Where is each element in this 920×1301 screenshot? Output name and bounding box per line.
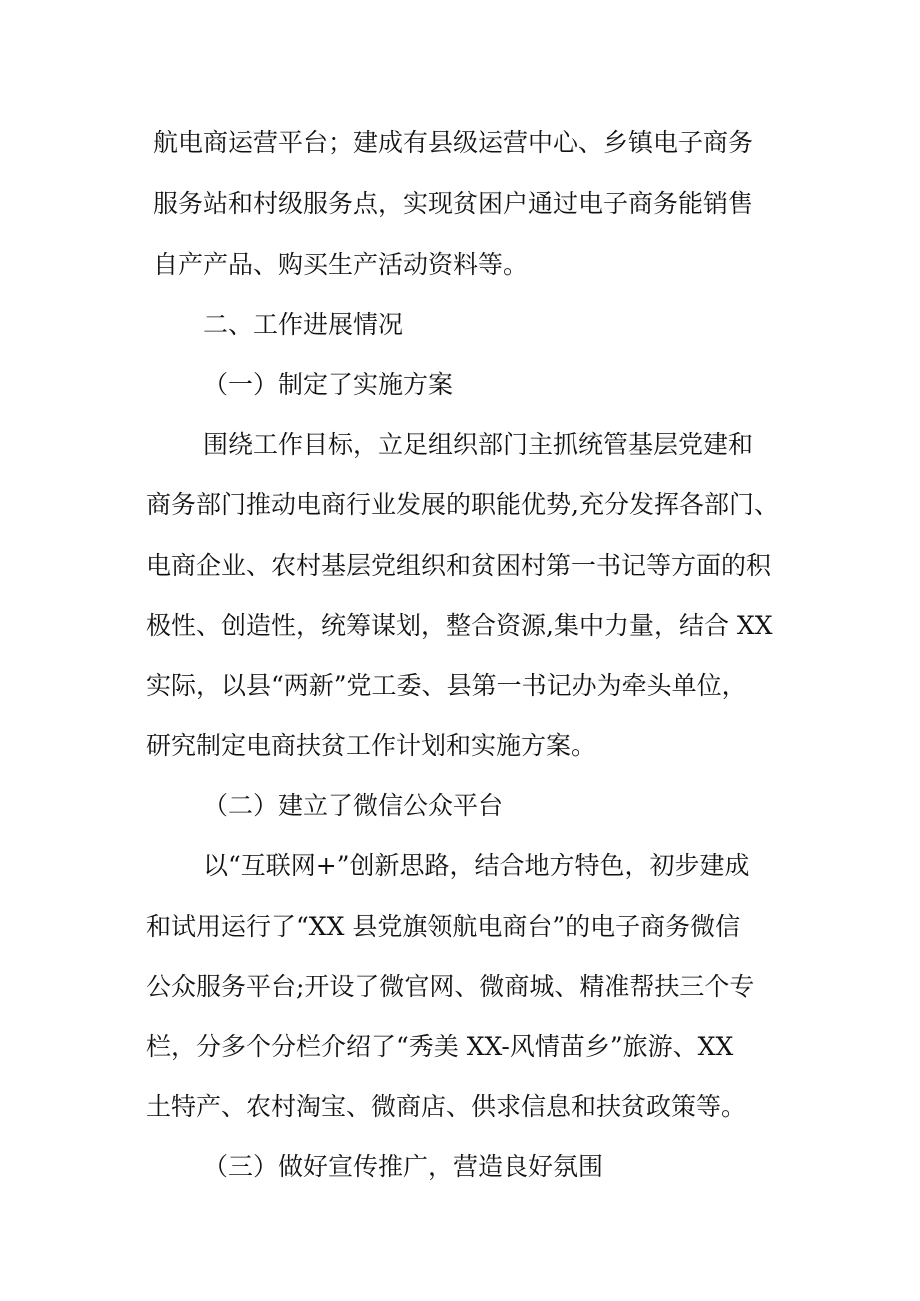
paragraph-line-3: 自产产品、购买生产活动资料等。	[153, 250, 529, 279]
paragraph-line-8: 实际，以县“两新”党工委、县第一书记办为牵头单位，	[146, 671, 747, 700]
paragraph-line-13: 栏，分多个分栏介绍了“秀美 XX-风情苗乡”旅游、XX	[146, 1032, 734, 1061]
subsection-heading-3: （三）做好宣传推广，营造良好氛围	[203, 1152, 604, 1181]
section-heading-2: 二、工作进展情况	[203, 310, 404, 339]
paragraph-line-11: 和试用运行了“XX 县党旗领航电商台”的电子商务微信	[146, 912, 741, 941]
paragraph-line-12: 公众服务平台;开设了微官网、微商城、精准帮扶三个专	[146, 972, 755, 1001]
paragraph-line-2: 服务站和村级服务点，实现贫困户通过电子商务能销售	[153, 189, 754, 218]
subsection-heading-2: （二）建立了微信公众平台	[203, 791, 504, 820]
paragraph-line-10: 以“互联网+”创新思路，结合地方特色，初步建成	[203, 851, 750, 880]
paragraph-line-6: 电商企业、农村基层党组织和贫困村第一书记等方面的积	[146, 551, 772, 580]
paragraph-line-4: 围绕工作目标，立足组织部门主抓统管基层党建和	[203, 430, 754, 459]
subsection-heading-1: （一）制定了实施方案	[203, 370, 454, 399]
paragraph-line-5: 商务部门推动电商行业发展的职能优势,充分发挥各部门、	[146, 490, 779, 519]
paragraph-line-1: 航电商运营平台；建成有县级运营中心、乡镇电子商务	[153, 128, 754, 157]
paragraph-line-7: 极性、创造性，统筹谋划，整合资源,集中力量，结合 XX	[146, 611, 773, 640]
paragraph-line-14: 土特产、农村淘宝、微商店、供求信息和扶贫政策等。	[146, 1092, 747, 1121]
paragraph-line-9: 研究制定电商扶贫工作计划和实施方案。	[146, 731, 597, 760]
